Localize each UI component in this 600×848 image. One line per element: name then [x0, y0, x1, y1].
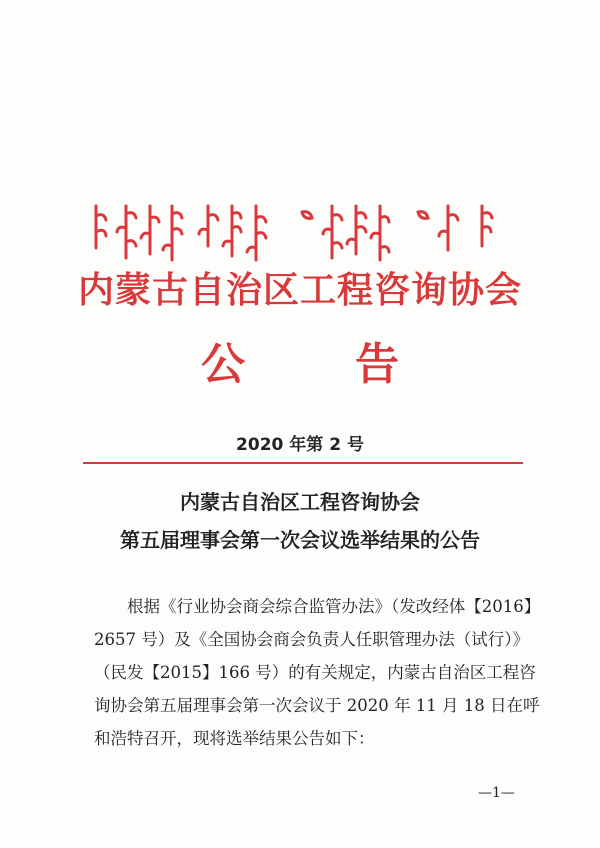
body-line: 根据《行业协会商会综合监管办法》（发改经体【2016】 [94, 597, 541, 616]
organization-name: 内蒙古自治区工程咨询协会 [77, 270, 522, 311]
body-line: 2657 号）及《全国协会商会负责人任职管理办法（试行）》 [94, 630, 529, 649]
document-number: 2020 年第 2 号 [236, 435, 364, 455]
red-divider [83, 462, 523, 464]
announcement-title-line1: 内蒙古自治区工程咨询协会 [180, 490, 420, 514]
mongolian-script-header [88, 200, 508, 264]
page-number: —1— [478, 785, 515, 801]
body-line: 和浩特召开，现将选举结果公告如下： [94, 729, 375, 748]
announcement-title-line2: 第五届理事会第一次会议选举结果的公告 [120, 528, 480, 552]
body-line: 询协会第五届理事会第一次会议于 2020 年 11 月 18 日在呼 [94, 696, 540, 715]
document-type: 公告 [201, 339, 509, 390]
body-line: （民发【2015】166 号）的有关规定，内蒙古自治区工程咨 [94, 663, 536, 682]
